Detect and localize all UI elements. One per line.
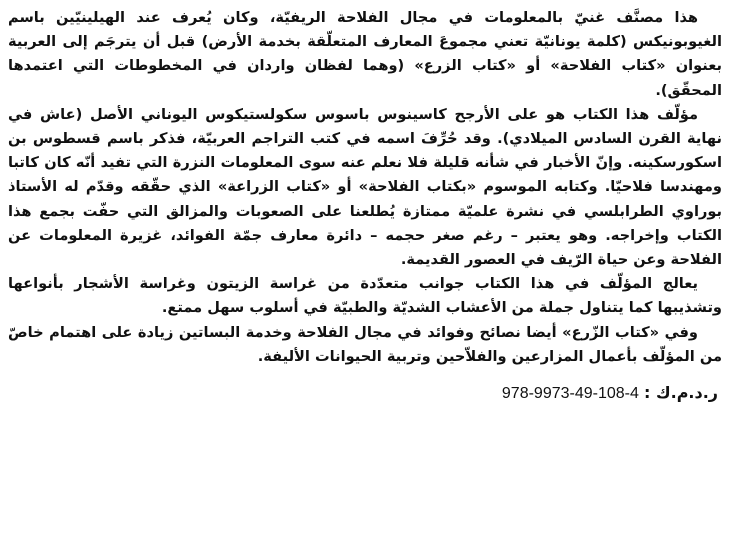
paragraph-contents: يعالج المؤلّف في هذا الكتاب جوانب متعدّدة من غراسة الزيتون وغراسة الأشجار بأنواعها وتشذيبها كما يتناول جملة من الأعشاب الشديّة والطبيّة في أسلوب سهل ممتع. <box>8 275 722 317</box>
book-description <box>8 6 722 369</box>
paragraph-book-of-sowing: وفي «كتاب الزّرع» أيضا نصائح وفوائد في مجال الفلاحة وخدمة البساتين زيادة على اهتمام خاصّ من المؤلّف بأعمال المزارعين والفلاّحين وتربية الحيوانات الأليفة. <box>8 323 722 365</box>
isbn-number: 978-9973-49-108-4 <box>501 385 639 403</box>
paragraph-introduction: هذا مصنَّف غنيّ بالمعلومات في مجال الفلاحة الريفيّة، وكان يُعرف عند الهيلينيّين باسم الغيوبونيكس (كلمة يونانيّة تعني مجموعَ المعارف المتعلّقة بخدمة الأرض) قبل أن يترجَم إلى العربية بعنوان «كتاب الفلاحة» أو «كتاب الزرع» (وهما لفظان واردان في المخطوطات التي اعتمدها المحقّق). <box>8 9 722 99</box>
isbn-line <box>8 381 722 406</box>
paragraph-author: مؤلّف هذا الكتاب هو على الأرجح كاسينوس باسوس سكولستيكوس اليوناني الأصل (عاش في نهاية القرن السادس الميلادي). وقد حُرِّفَ اسمه في كتب التراجم العربيّة، فذكر باسم قسطوس بن اسكورسكينه. وإنّ الأخبار في شأنه قليلة فلا نعلم عنه سوى المعلومات النزرة التي تفيد أنّه كان كاتبا ومهندسا فلاحيّا. وكتابه الموسوم «بكتاب الفلاحة» أو «كتاب الزراعة» الذي حقّقه وقدّم له الأستاذ بوراوي الطرابلسي في نشرة علميّة ممتازة يُطلعنا على الصعوبات والمزالق التي حفّت بجمع هذا الكتاب وإخراجه. وهو يعتبر – رغم صغر حجمه – دائرة معارف جمّة الفوائد، غزيرة المعلومات عن الفلاحة وعن حياة الرّيف في العصور القديمة. <box>8 105 722 269</box>
isbn-label: ر.د.م.ك : <box>643 383 718 403</box>
